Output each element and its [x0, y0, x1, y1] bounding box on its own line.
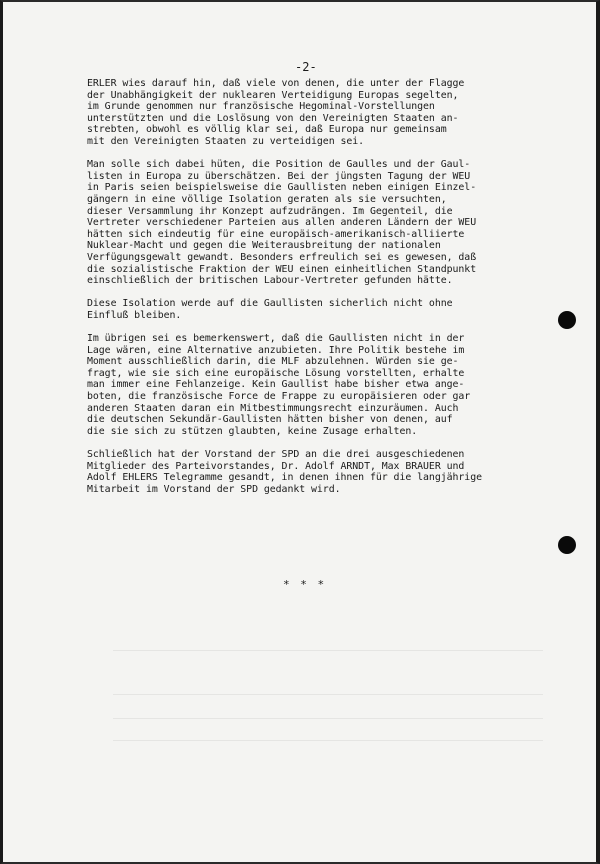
text-line: Mitglieder des Parteivorstandes, Dr. Adolf ARNDT, Max BRAUER und [87, 460, 465, 472]
text-line: boten, die französische Force de Frappe zu europäisieren oder gar [87, 391, 471, 403]
paragraph-alternative [87, 333, 587, 437]
bleed-through-line [113, 650, 543, 651]
paragraph-isolation [87, 298, 587, 321]
bleed-through-line [113, 740, 543, 741]
text-line: Man solle sich dabei hüten, die Position de Gaulles und der Gaul- [87, 159, 471, 171]
page-number: -2- [295, 60, 317, 74]
text-line: die deutschen Sekundär-Gaullisten hätten bisher von denen, auf [87, 414, 453, 426]
document-body [87, 78, 587, 495]
section-separator: * * * [283, 578, 327, 591]
text-line: einschließlich der britischen Labour-Vertreter gefunden hätte. [87, 275, 453, 287]
text-line: in Paris seien beispielsweise die Gaullisten neben einigen Einzel- [87, 182, 477, 194]
punch-hole [558, 536, 576, 554]
text-line: mit den Vereinigten Staaten zu verteidigen sei. [87, 135, 365, 147]
text-line: strebten, obwohl es völlig klar sei, daß Europa nur gemeinsam [87, 124, 447, 136]
text-line: die sie sich zu stützen glaubten, keine Zusage erhalten. [87, 425, 418, 437]
text-line: Moment ausschließlich darin, die MLF abzulehnen. Würden sie ge- [87, 356, 459, 368]
text-line: Adolf EHLERS Telegramme gesandt, in denen ihnen für die langjährige [87, 472, 482, 484]
text-line: die sozialistische Fraktion der WEU einen einheitlichen Standpunkt [87, 263, 477, 275]
text-line: Einfluß bleiben. [87, 309, 182, 321]
punch-hole [558, 311, 576, 329]
text-line: Verfügungsgewalt gewandt. Besonders erfreulich sei es gewesen, daß [87, 251, 477, 263]
text-line: Im übrigen sei es bemerkenswert, daß die Gaullisten nicht in der [87, 333, 465, 345]
paragraph-erler [87, 78, 587, 148]
text-line: Schließlich hat der Vorstand der SPD an die drei ausgeschiedenen [87, 449, 465, 460]
paragraph-telegrams [87, 449, 587, 495]
text-line: unterstützten und die Loslösung von den Vereinigten Staaten an- [87, 112, 459, 124]
text-line: Lage wären, eine Alternative anzubieten. Ihre Politik bestehe im [87, 344, 465, 356]
text-line: Mitarbeit im Vorstand der SPD gedankt wird. [87, 483, 341, 495]
text-line: listen in Europa zu überschätzen. Bei der jüngsten Tagung der WEU [87, 170, 471, 182]
paragraph-gaulles [87, 159, 587, 287]
text-line: ERLER wies darauf hin, daß viele von denen, die unter der Flagge [87, 78, 465, 89]
bleed-through-line [113, 694, 543, 695]
bleed-through-line [113, 718, 543, 719]
text-line: Nuklear-Macht und gegen die Weiterausbreitung der nationalen [87, 240, 441, 252]
text-line: Vertreter verschiedener Parteien aus allen anderen Ländern der WEU [87, 217, 477, 229]
text-line: anderen Staaten daran ein Mitbestimmungsrecht einzuräumen. Auch [87, 402, 459, 414]
text-line: man immer eine Fehlanzeige. Kein Gaullist habe bisher etwa ange- [87, 379, 465, 391]
text-line: der Unabhängigkeit der nuklearen Verteidigung Europas segelten, [87, 89, 459, 101]
text-line: hätten sich eindeutig für eine europäisch-amerikanisch-alliierte [87, 228, 465, 240]
text-line: gängern in eine völlige Isolation geraten als sie versuchten, [87, 193, 447, 205]
text-line: fragt, wie sie sich eine europäische Lösung vorstellten, erhalte [87, 367, 465, 379]
text-line: im Grunde genommen nur französische Hegominal-Vorstellungen [87, 101, 435, 113]
text-line: Diese Isolation werde auf die Gaullisten sicherlich nicht ohne [87, 298, 453, 310]
text-line: dieser Versammlung ihr Konzept aufzudrängen. Im Gegenteil, die [87, 205, 453, 217]
